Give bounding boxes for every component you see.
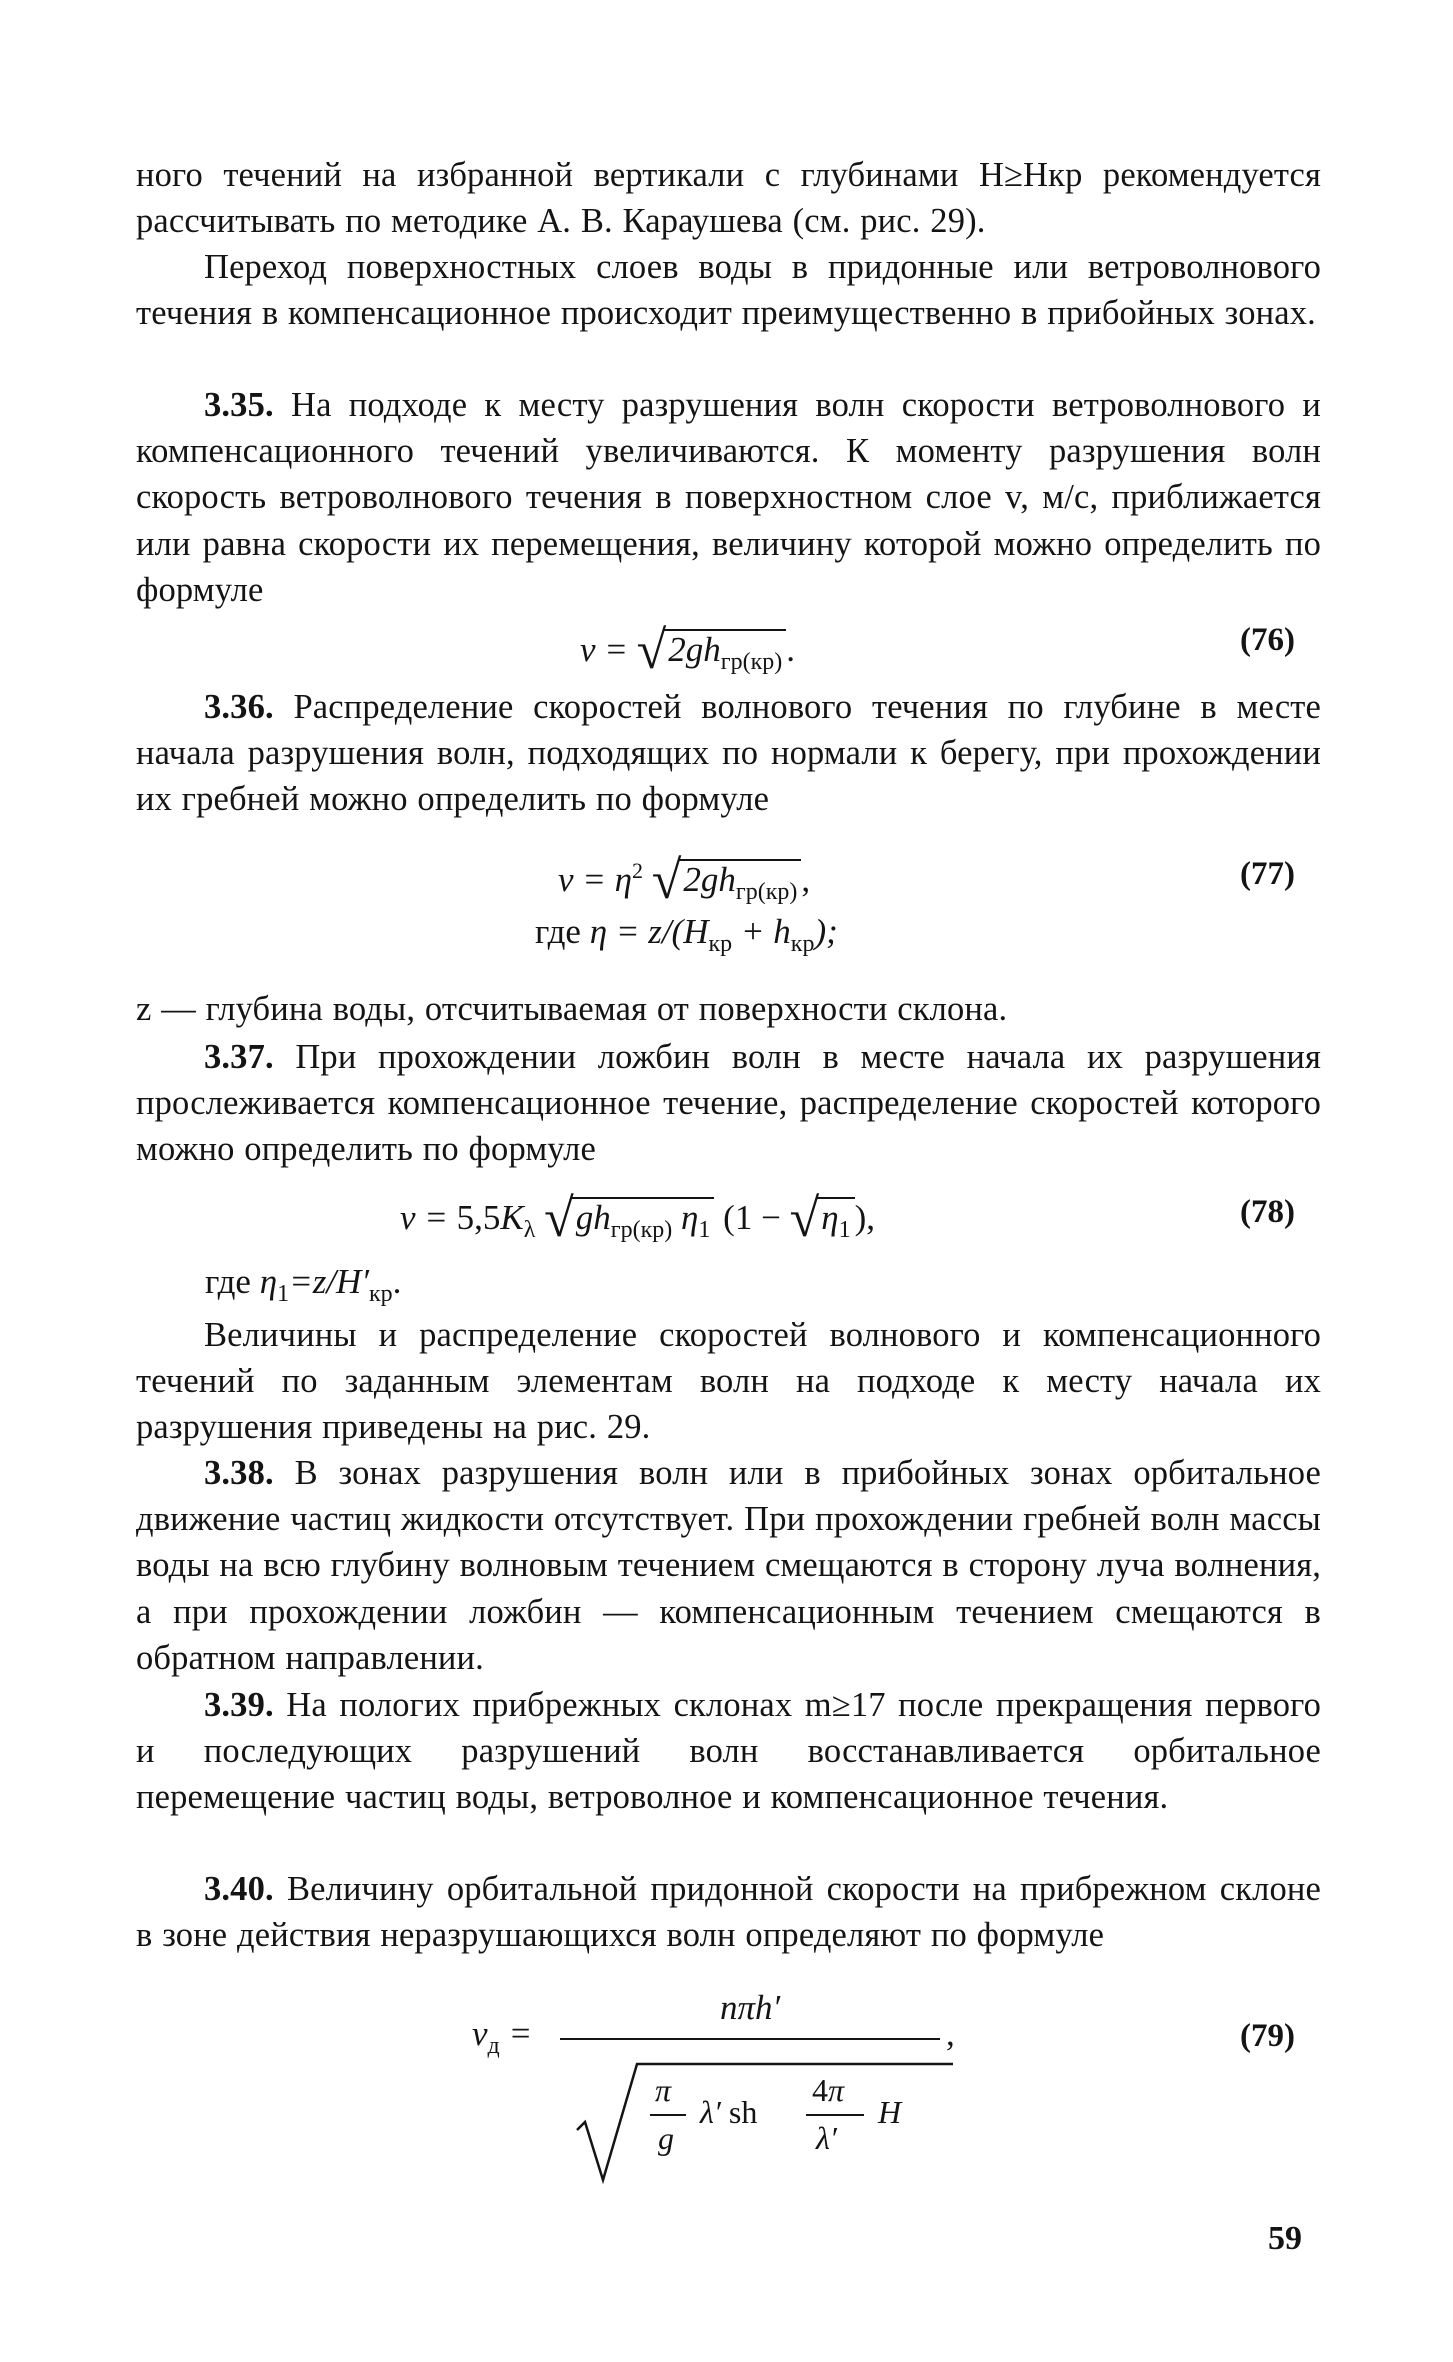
- paragraph-continuation: ного течений на избранной вертикали с глубинами H≥Hкр рекомендуется рассчитывать по методике А. В. Караушева (см. рис. 29).: [136, 156, 1321, 241]
- equation-79-fraction-bar: [560, 2038, 940, 2040]
- paragraph-3-36: [136, 684, 1321, 823]
- section-number: 3.39.: [204, 1686, 274, 1724]
- denominator-lambda-sh: λ′ sh: [700, 2094, 758, 2130]
- paragraph-text: В зонах разрушения волн или в прибойных зонах орбитальное движение частиц жидкости отсутствует. При прохождении гребней волн массы воды на всю глубину волновым течением смещаются в сторону луча волнения, а при прохождении ложбин — компенсационным течением смещаются в обратном направлении.: [136, 1454, 1321, 1677]
- denominator-pi: π: [655, 2072, 672, 2108]
- paragraph-3-40: [136, 1866, 1321, 1958]
- z-definition: z — глубина воды, отсчитываемая от поверхности склона.: [136, 990, 1008, 1028]
- denominator-g: g: [658, 2120, 674, 2156]
- equation-79-lhs: $v_д$ =: [472, 2014, 533, 2059]
- section-number: 3.35.: [204, 386, 274, 424]
- equation-number: (78): [1240, 1194, 1295, 1230]
- denominator-inner-fraction-bar: [806, 2114, 864, 2116]
- equation-78-where: где $\eta_1=z/H'_{кр}$.: [205, 1262, 402, 1307]
- paragraph-text: При прохождении ложбин волн в месте начала их разрушения прослеживается компенсационное течение, распределение скоростей которого можно определить по формуле: [136, 1038, 1321, 1169]
- equation-79-numerator: nπh′: [720, 1988, 781, 2027]
- equation-number: (79): [1240, 2018, 1295, 2054]
- denominator-lambda: λ′: [816, 2120, 837, 2156]
- paragraph-3-35: [136, 382, 1321, 613]
- paragraph-text: Распределение скоростей волнового течения по глубине в месте начала разрушения волн, подходящих по нормали к берегу, при прохождении их гребней можно определить по формуле: [136, 688, 1322, 819]
- equation-78: $v = 5,5K_\lambda$ $√gh_{гр(кр)}$ $\eta_1$ ($1 - √\eta_1$ ),: [400, 1188, 875, 1248]
- paragraph-text: На подходе к месту разрушения волн скорости ветроволнового и компенсационного течений увеличиваются. К моменту разрушения волн скорость ветроволнового течения в поверхностном слое v, м/с, приближается или равна скорости их перемещения, величину которой можно определить по формуле: [136, 386, 1321, 609]
- paragraph-values: Величины и распределение скоростей волнового и компенсационного течений по заданным элементам волн на подходе к месту начала их разрушения приведены на рис. 29.: [136, 1316, 1321, 1447]
- paragraph-text: Величину орбитальной придонной скорости на прибрежном склоне в зоне действия неразрушающихся волн определяют по формуле: [136, 1870, 1322, 1955]
- paragraph-3-37: [136, 1034, 1321, 1173]
- section-number: 3.38.: [204, 1454, 274, 1492]
- equation-number: (77): [1240, 856, 1295, 892]
- equation-77-where: где $\eta = z/(H_{кр} + h_{кр})$;: [535, 912, 838, 957]
- paragraph-transition: Переход поверхностных слоев воды в придонные или ветроволнового течения в компенсационное происходит преимущественно в прибойных зонах.: [136, 248, 1321, 333]
- paragraph-3-39: [136, 1682, 1321, 1821]
- section-number: 3.40.: [204, 1870, 274, 1908]
- equation-76: $v = √2gh_{гр(кр)}$ .: [580, 620, 796, 680]
- section-number: 3.37.: [204, 1038, 274, 1076]
- denominator-H: H: [878, 2094, 902, 2130]
- denominator-fraction-bar: [650, 2114, 686, 2116]
- equation-79-comma: ,: [946, 2014, 955, 2053]
- equation-77: $v = \eta^2$ $√2gh_{гр(кр)}$ ,: [558, 850, 811, 910]
- denominator-4pi: 4π: [812, 2072, 845, 2108]
- page-number: 59: [1268, 2220, 1302, 2257]
- paragraph-text: На пологих прибрежных склонах m≥17 после прекращения первого и последующих разрушений волн восстанавливается орбитальное перемещение частиц воды, ветроволное и компенсационное течения.: [136, 1686, 1321, 1817]
- paragraph-3-38: [136, 1450, 1321, 1681]
- section-number: 3.36.: [204, 688, 274, 726]
- equation-number: (76): [1240, 622, 1295, 658]
